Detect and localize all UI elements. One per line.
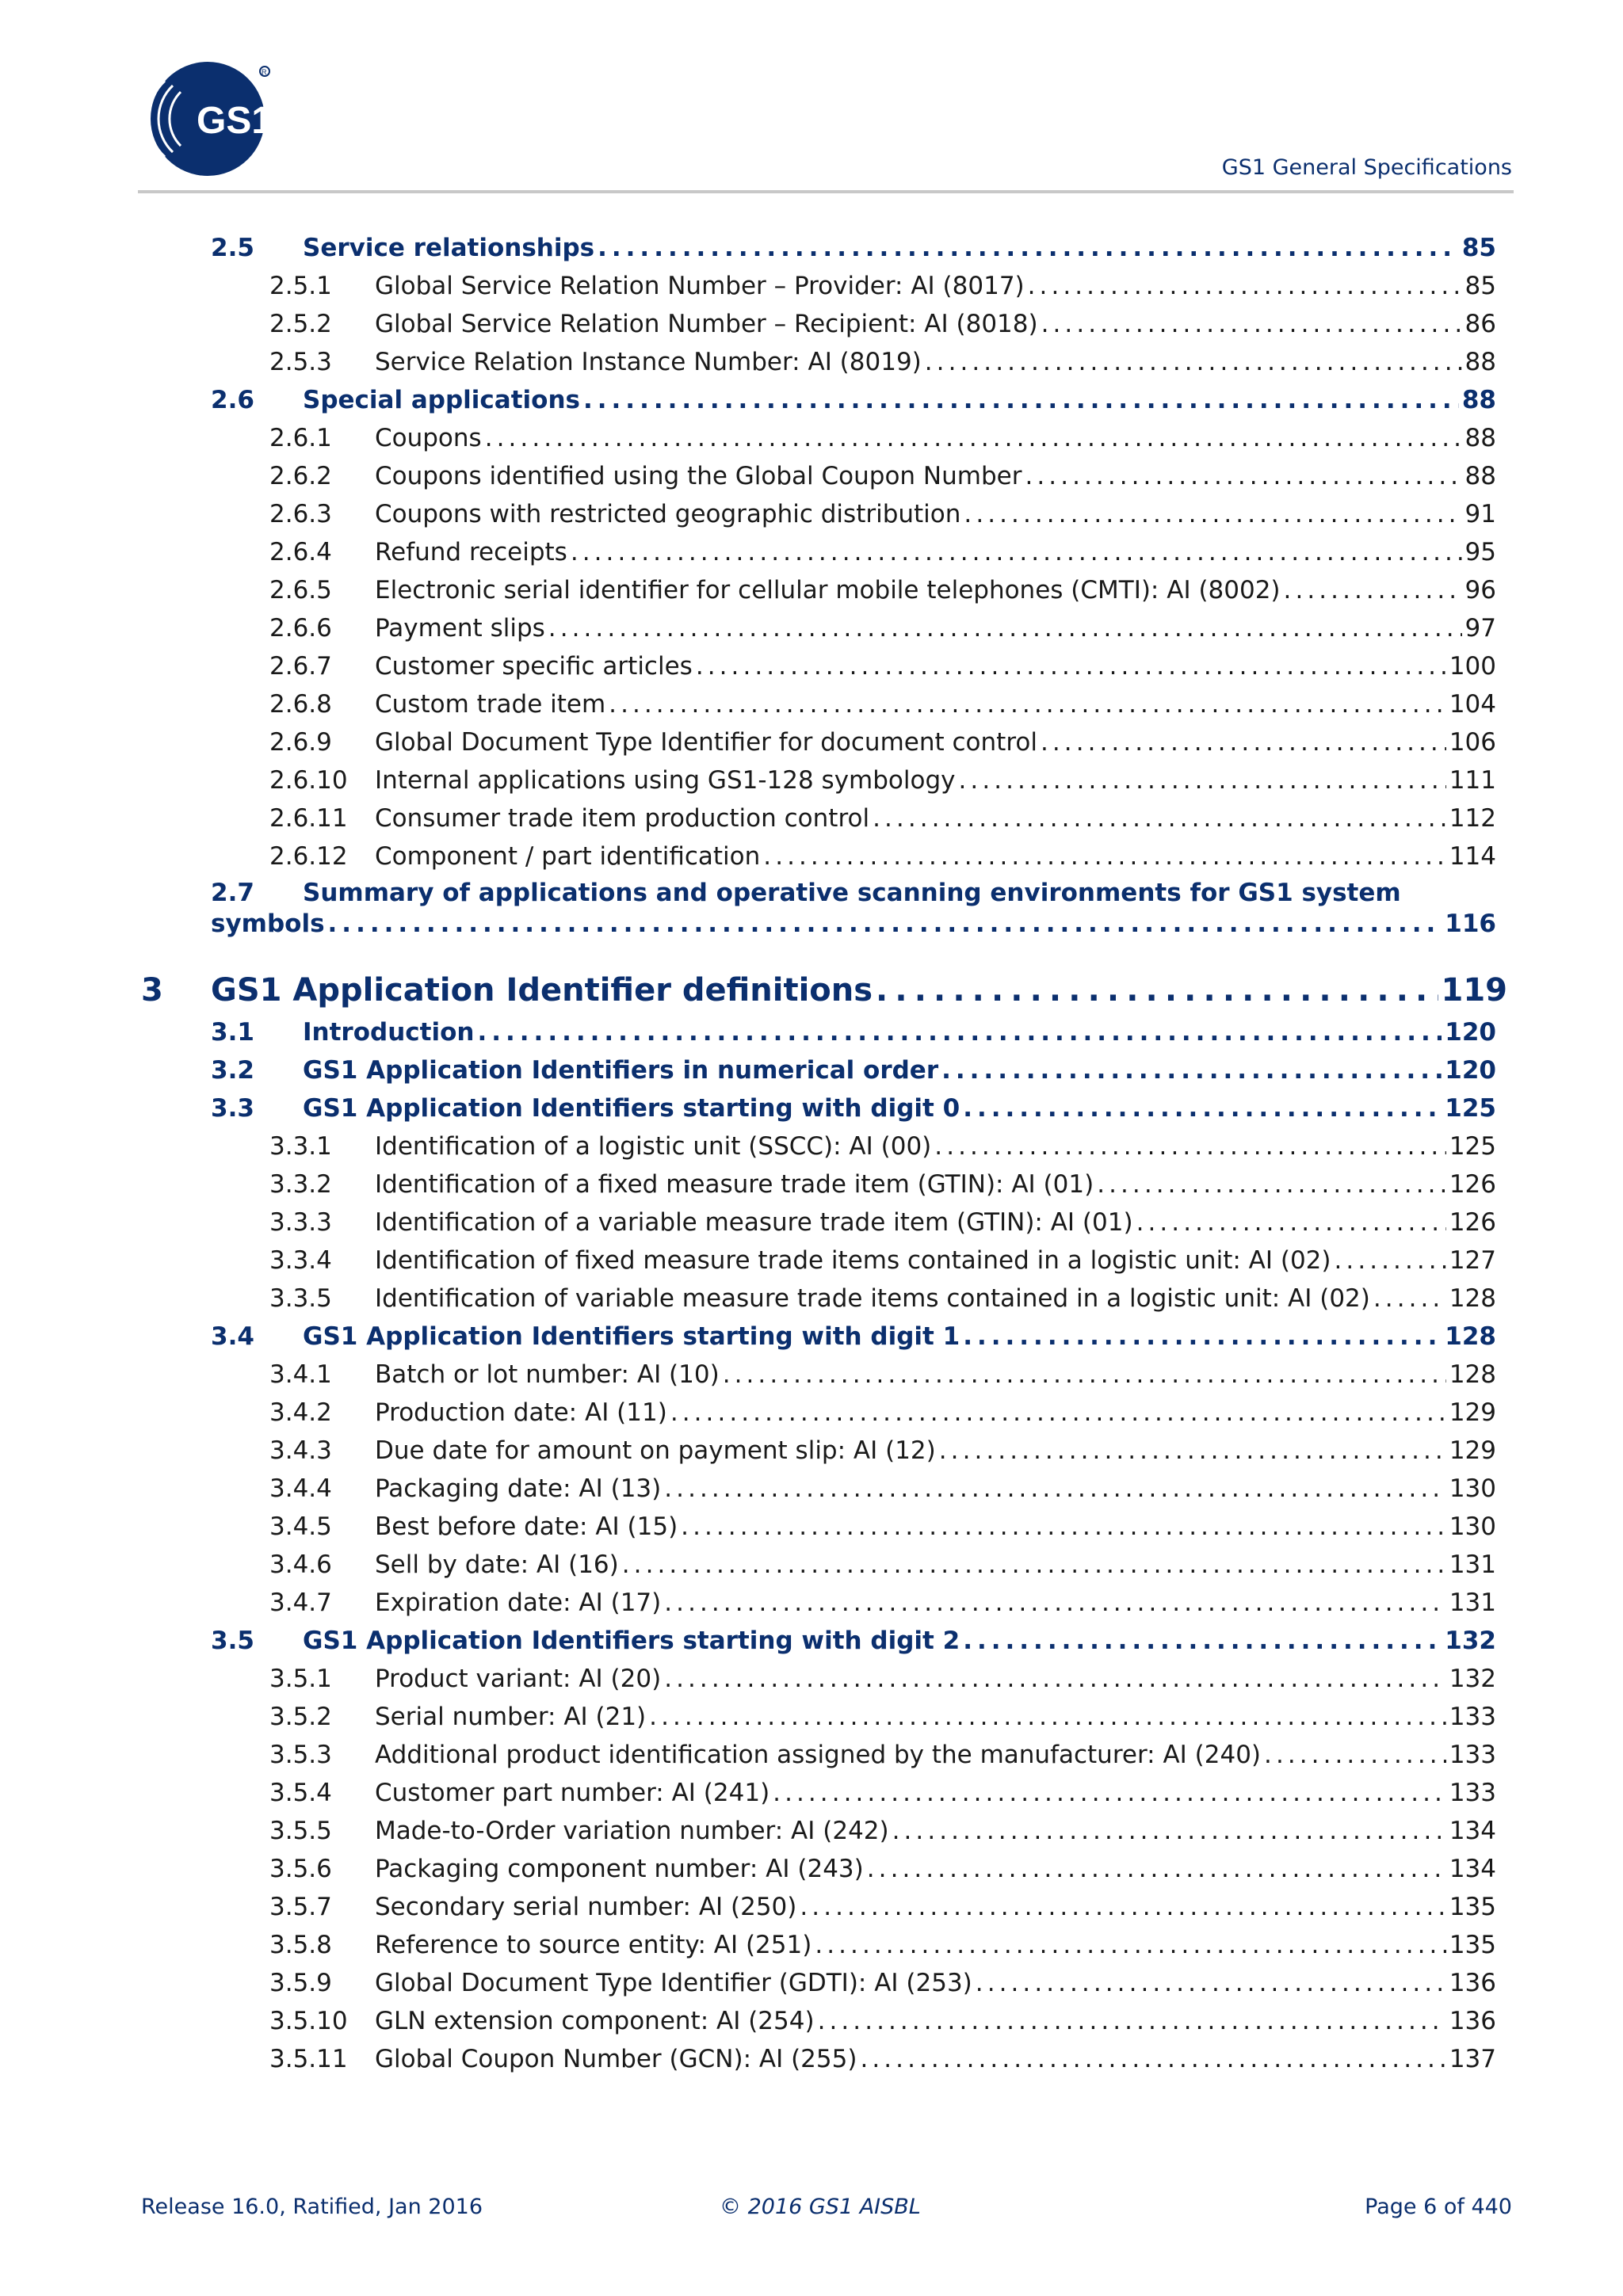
section-title-line1: Summary of applications and operative scanning environments for GS1 system	[303, 879, 1401, 907]
toc-entry-3[interactable]	[141, 967, 1507, 1014]
section-number: 2.6.7	[269, 652, 332, 681]
page-number: 132	[1445, 1627, 1496, 1655]
section-number: 2.6.10	[269, 766, 348, 795]
page-number: 128	[1449, 1360, 1496, 1389]
dot-leader	[800, 1889, 1445, 1925]
toc-entry-3-4-1[interactable]	[269, 1356, 1496, 1393]
page-number: 114	[1449, 842, 1496, 871]
page-number: 88	[1465, 462, 1496, 490]
section-number: 3.4.5	[269, 1512, 332, 1541]
toc-entry-2-5-1[interactable]	[269, 268, 1496, 304]
dot-leader	[1097, 1166, 1446, 1203]
toc-entry-2-6-11[interactable]	[269, 800, 1496, 837]
section-title: Global Document Type Identifier for document control	[375, 728, 1037, 757]
section-title: Production date: AI (11)	[375, 1398, 667, 1427]
page-number: 130	[1449, 1474, 1496, 1503]
toc-entry-3-3[interactable]	[211, 1090, 1496, 1127]
toc-entry-2-7[interactable]	[211, 878, 1496, 940]
section-title: GS1 Application Identifiers starting with digit 0	[303, 1094, 960, 1123]
toc-entry-3-1[interactable]	[211, 1014, 1496, 1051]
dot-leader	[1136, 1204, 1446, 1241]
section-number: 2.6.8	[269, 690, 332, 719]
toc-entry-3-5-6[interactable]	[269, 1851, 1496, 1887]
section-title: Identification of a fixed measure trade item (GTIN): AI (01)	[375, 1170, 1094, 1199]
toc-entry-3-5-11[interactable]	[269, 2041, 1496, 2077]
page-number: 134	[1449, 1855, 1496, 1883]
page-number: 136	[1449, 2007, 1496, 2035]
dot-leader	[548, 610, 1462, 646]
gs1-logo	[149, 60, 292, 179]
toc-entry-3-5-5[interactable]	[269, 1813, 1496, 1849]
section-number: 3.5	[211, 1627, 254, 1655]
page-number: 126	[1449, 1170, 1496, 1199]
dot-leader	[860, 2041, 1445, 2077]
section-number: 2.5	[211, 234, 254, 262]
section-title: Packaging component number: AI (243)	[375, 1855, 864, 1883]
toc-entry-3-5-3[interactable]	[269, 1737, 1496, 1773]
dot-leader	[1373, 1280, 1446, 1317]
section-title: Additional product identification assigned by the manufacturer: AI (240)	[375, 1741, 1262, 1769]
dot-leader	[609, 686, 1446, 723]
dot-leader	[664, 1661, 1446, 1697]
section-number: 3.5.9	[269, 1969, 332, 1997]
page-number: 85	[1465, 272, 1496, 300]
section-number: 2.6.11	[269, 804, 348, 833]
page-number: 119	[1441, 972, 1507, 1009]
section-number: 2.6.1	[269, 424, 332, 452]
dot-leader	[1041, 724, 1446, 761]
page-number: 135	[1449, 1931, 1496, 1959]
page-number: 127	[1449, 1246, 1496, 1275]
section-title: Global Service Relation Number – Provider: AI (8017)	[375, 272, 1025, 300]
page-number: 131	[1449, 1550, 1496, 1579]
section-title: Coupons	[375, 424, 482, 452]
page-number: 100	[1449, 652, 1496, 681]
section-number: 3.5.10	[269, 2007, 348, 2035]
dot-leader	[976, 1965, 1446, 2001]
toc-entry-3-4[interactable]	[211, 1318, 1496, 1355]
section-title: Identification of a logistic unit (SSCC): AI (00)	[375, 1132, 932, 1161]
dot-leader	[670, 1394, 1446, 1431]
section-number: 3.5.3	[269, 1741, 332, 1769]
page-number: 132	[1449, 1665, 1496, 1693]
section-title: Electronic serial identifier for cellular mobile telephones (CMTI): AI (8002)	[375, 576, 1281, 605]
section-number: 3.4.4	[269, 1474, 332, 1503]
section-title: Identification of fixed measure trade items contained in a logistic unit: AI (02)	[375, 1246, 1331, 1275]
section-title: Internal applications using GS1-128 symbology	[375, 766, 956, 795]
section-title: Consumer trade item production control	[375, 804, 870, 833]
header-divider	[138, 190, 1514, 193]
section-number: 3.5.1	[269, 1665, 332, 1693]
section-title: Made-to-Order variation number: AI (242)	[375, 1817, 889, 1845]
dot-leader	[815, 1927, 1446, 1963]
toc-entry-3-5-1[interactable]	[269, 1661, 1496, 1697]
toc-entry-3-4-3[interactable]	[269, 1432, 1496, 1469]
toc-entry-2-6-6[interactable]	[269, 610, 1496, 646]
toc-entry-2-6[interactable]	[211, 382, 1496, 418]
page-number: 134	[1449, 1817, 1496, 1845]
section-number: 2.5.2	[269, 310, 332, 338]
dot-leader	[934, 1128, 1446, 1165]
section-title: Refund receipts	[375, 538, 567, 566]
section-number: 3.5.7	[269, 1893, 332, 1921]
toc-entry-3-5-7[interactable]	[269, 1889, 1496, 1925]
dot-leader	[876, 967, 1438, 1014]
section-title: Expiration date: AI (17)	[375, 1589, 662, 1617]
page-number: 133	[1449, 1779, 1496, 1807]
section-number: 2.6.2	[269, 462, 332, 490]
section-title-line2: symbols	[211, 910, 325, 938]
dot-leader	[925, 344, 1462, 380]
dot-leader	[959, 762, 1446, 799]
toc-entry-3-5-9[interactable]	[269, 1965, 1496, 2001]
section-number: 2.5.1	[269, 272, 332, 300]
page-number: 126	[1449, 1208, 1496, 1237]
toc-entry-2-6-5[interactable]	[269, 572, 1496, 608]
section-title: Introduction	[303, 1018, 475, 1047]
toc-entry-3-3-1[interactable]	[269, 1128, 1496, 1165]
toc-entry-2-6-9[interactable]	[269, 724, 1496, 761]
section-number: 2.7	[211, 879, 254, 907]
dot-leader	[763, 838, 1446, 875]
dot-leader	[1041, 306, 1462, 342]
section-title: Batch or lot number: AI (10)	[375, 1360, 720, 1389]
dot-leader	[622, 1547, 1446, 1583]
section-title: Product variant: AI (20)	[375, 1665, 662, 1693]
page-number: 116	[1445, 910, 1496, 938]
section-number: 3.3.4	[269, 1246, 332, 1275]
page-number: 97	[1465, 614, 1496, 643]
svg-text:GS1: GS1	[197, 100, 273, 142]
page-number: 91	[1465, 500, 1496, 528]
toc-entry-2-6-7[interactable]	[269, 648, 1496, 685]
section-title: Coupons identified using the Global Coupon Number	[375, 462, 1022, 490]
dot-leader	[964, 496, 1461, 532]
section-number: 3.4.3	[269, 1436, 332, 1465]
dot-leader	[328, 908, 1442, 940]
section-title: Secondary serial number: AI (250)	[375, 1893, 797, 1921]
section-title: Due date for amount on payment slip: AI (12)	[375, 1436, 936, 1465]
section-number: 3	[141, 972, 163, 1009]
copyright-notice: © 2016 GS1 AISBL	[720, 2195, 921, 2219]
dot-leader	[873, 800, 1446, 837]
toc-entry-2-5-3[interactable]	[269, 344, 1496, 380]
dot-leader	[1264, 1737, 1446, 1773]
toc-entry-3-4-4[interactable]	[269, 1470, 1496, 1507]
section-title: Payment slips	[375, 614, 545, 643]
dot-leader	[583, 382, 1459, 418]
page-number: 95	[1465, 538, 1496, 566]
page-number: 86	[1465, 310, 1496, 338]
dot-leader	[892, 1813, 1446, 1849]
section-number: 3.5.5	[269, 1817, 332, 1845]
page-number: 131	[1449, 1589, 1496, 1617]
section-title: Identification of variable measure trade items contained in a logistic unit: AI (02)	[375, 1284, 1370, 1313]
dot-leader	[1335, 1242, 1446, 1279]
section-number: 3.4.6	[269, 1550, 332, 1579]
dot-leader	[818, 2003, 1446, 2039]
toc-entry-2-6-12[interactable]	[269, 838, 1496, 875]
toc-entry-2-5[interactable]	[211, 230, 1496, 266]
section-title: Best before date: AI (15)	[375, 1512, 678, 1541]
section-title: Special applications	[303, 386, 580, 414]
dot-leader	[681, 1508, 1446, 1545]
section-title: Serial number: AI (21)	[375, 1703, 647, 1731]
dot-leader	[485, 420, 1462, 456]
section-title: Reference to source entity: AI (251)	[375, 1931, 812, 1959]
page-number: 128	[1449, 1284, 1496, 1313]
toc-entry-3-2[interactable]	[211, 1052, 1496, 1089]
dot-leader	[963, 1623, 1442, 1659]
running-header: GS1 General Specifications	[1221, 155, 1512, 180]
page-number: 120	[1445, 1018, 1496, 1047]
page-number: 129	[1449, 1436, 1496, 1465]
dot-leader	[696, 648, 1446, 685]
section-number: 2.6.3	[269, 500, 332, 528]
toc-entry-3-3-3[interactable]	[269, 1204, 1496, 1241]
section-number: 3.5.4	[269, 1779, 332, 1807]
page-number: 133	[1449, 1741, 1496, 1769]
page-number: 85	[1461, 234, 1496, 262]
page-number: 130	[1449, 1512, 1496, 1541]
section-title: GS1 Application Identifiers in numerical order	[303, 1056, 939, 1085]
dot-leader	[941, 1052, 1442, 1089]
section-number: 3.2	[211, 1056, 254, 1085]
section-number: 3.3.1	[269, 1132, 332, 1161]
dot-leader	[963, 1090, 1442, 1127]
section-number: 2.6	[211, 386, 254, 414]
section-number: 2.6.9	[269, 728, 332, 757]
dot-leader	[649, 1699, 1446, 1735]
section-number: 3.3.3	[269, 1208, 332, 1237]
section-title: GS1 Application Identifiers starting with digit 2	[303, 1627, 960, 1655]
section-title: Coupons with restricted geographic distribution	[375, 500, 961, 528]
toc-entry-2-6-3[interactable]	[269, 496, 1496, 532]
toc-entry-3-5[interactable]	[211, 1623, 1496, 1659]
section-number: 3.4.7	[269, 1589, 332, 1617]
toc-entry-3-3-4[interactable]	[269, 1242, 1496, 1279]
section-number: 3.5.11	[269, 2045, 348, 2073]
section-title: Component / part identification	[375, 842, 761, 871]
section-number: 3.4	[211, 1322, 254, 1351]
section-title: Packaging date: AI (13)	[375, 1474, 662, 1503]
toc-entry-3-3-2[interactable]	[269, 1166, 1496, 1203]
section-number: 3.5.6	[269, 1855, 332, 1883]
page-number: 104	[1449, 690, 1496, 719]
section-number: 3.5.2	[269, 1703, 332, 1731]
page-number: 129	[1449, 1398, 1496, 1427]
dot-leader	[963, 1318, 1442, 1355]
toc-entry-2-5-2[interactable]	[269, 306, 1496, 342]
toc-entry-2-6-2[interactable]	[269, 458, 1496, 494]
section-number: 3.3.2	[269, 1170, 332, 1199]
dot-leader	[598, 230, 1459, 266]
dot-leader	[571, 534, 1462, 570]
page-number: 96	[1465, 576, 1496, 605]
section-title: GS1 Application Identifier definitions	[211, 972, 873, 1009]
section-title: Customer specific articles	[375, 652, 693, 681]
dot-leader	[867, 1851, 1446, 1887]
dot-leader	[1284, 572, 1462, 608]
dot-leader	[1028, 268, 1462, 304]
dot-leader	[664, 1585, 1446, 1621]
section-title: Global Document Type Identifier (GDTI): AI (253)	[375, 1969, 972, 1997]
dot-leader	[664, 1470, 1446, 1507]
toc-entry-2-6-10[interactable]	[269, 762, 1496, 799]
section-number: 2.6.4	[269, 538, 332, 566]
section-title: GS1 Application Identifiers starting with digit 1	[303, 1322, 960, 1351]
dot-leader	[477, 1014, 1442, 1051]
toc-entry-2-6-1[interactable]	[269, 420, 1496, 456]
toc-entry-3-4-2[interactable]	[269, 1394, 1496, 1431]
dot-leader	[773, 1775, 1446, 1811]
page-number: 136	[1449, 1969, 1496, 1997]
dot-leader	[1025, 458, 1461, 494]
section-number: 3.4.2	[269, 1398, 332, 1427]
page-number: 111	[1449, 766, 1496, 795]
page-indicator: Page 6 of 440	[1365, 2195, 1512, 2219]
toc-entry-3-5-10[interactable]	[269, 2003, 1496, 2039]
toc-entry-2-6-8[interactable]	[269, 686, 1496, 723]
section-title: GLN extension component: AI (254)	[375, 2007, 815, 2035]
page-number: 106	[1449, 728, 1496, 757]
section-number: 3.1	[211, 1018, 254, 1047]
section-title: Service Relation Instance Number: AI (8019)	[375, 348, 922, 376]
page-number: 125	[1445, 1094, 1496, 1123]
section-number: 3.4.1	[269, 1360, 332, 1389]
page-number: 137	[1449, 2045, 1496, 2073]
section-title: Sell by date: AI (16)	[375, 1550, 619, 1579]
section-title: Identification of a variable measure trade item (GTIN): AI (01)	[375, 1208, 1133, 1237]
toc-entry-3-4-6[interactable]	[269, 1547, 1496, 1583]
section-title: Service relationships	[303, 234, 595, 262]
page-number: 133	[1449, 1703, 1496, 1731]
section-number: 3.3	[211, 1094, 254, 1123]
section-title: Global Coupon Number (GCN): AI (255)	[375, 2045, 857, 2073]
dot-leader	[939, 1432, 1446, 1469]
section-number: 3.3.5	[269, 1284, 332, 1313]
toc-entry-3-5-8[interactable]	[269, 1927, 1496, 1963]
section-number: 2.6.12	[269, 842, 348, 871]
section-number: 3.5.8	[269, 1931, 332, 1959]
toc-entry-3-5-4[interactable]	[269, 1775, 1496, 1811]
section-title: Custom trade item	[375, 690, 606, 719]
toc-entry-2-6-4[interactable]	[269, 534, 1496, 570]
page-number: 125	[1449, 1132, 1496, 1161]
page-number: 120	[1445, 1056, 1496, 1085]
page-number: 88	[1465, 424, 1496, 452]
toc-entry-3-5-2[interactable]	[269, 1699, 1496, 1735]
section-number: 2.6.6	[269, 614, 332, 643]
dot-leader	[723, 1356, 1446, 1393]
toc-entry-3-4-7[interactable]	[269, 1585, 1496, 1621]
section-number: 2.6.5	[269, 576, 332, 605]
page-number: 88	[1465, 348, 1496, 376]
section-title: Customer part number: AI (241)	[375, 1779, 770, 1807]
page-number: 128	[1445, 1322, 1496, 1351]
release-info: Release 16.0, Ratified, Jan 2016	[141, 2195, 483, 2219]
section-title: Global Service Relation Number – Recipient: AI (8018)	[375, 310, 1038, 338]
toc-entry-3-4-5[interactable]	[269, 1508, 1496, 1545]
page-number: 88	[1461, 386, 1496, 414]
toc-entry-3-3-5[interactable]	[269, 1280, 1496, 1317]
page-number: 112	[1449, 804, 1496, 833]
svg-text:R: R	[262, 68, 267, 76]
section-number: 2.5.3	[269, 348, 332, 376]
page-number: 135	[1449, 1893, 1496, 1921]
